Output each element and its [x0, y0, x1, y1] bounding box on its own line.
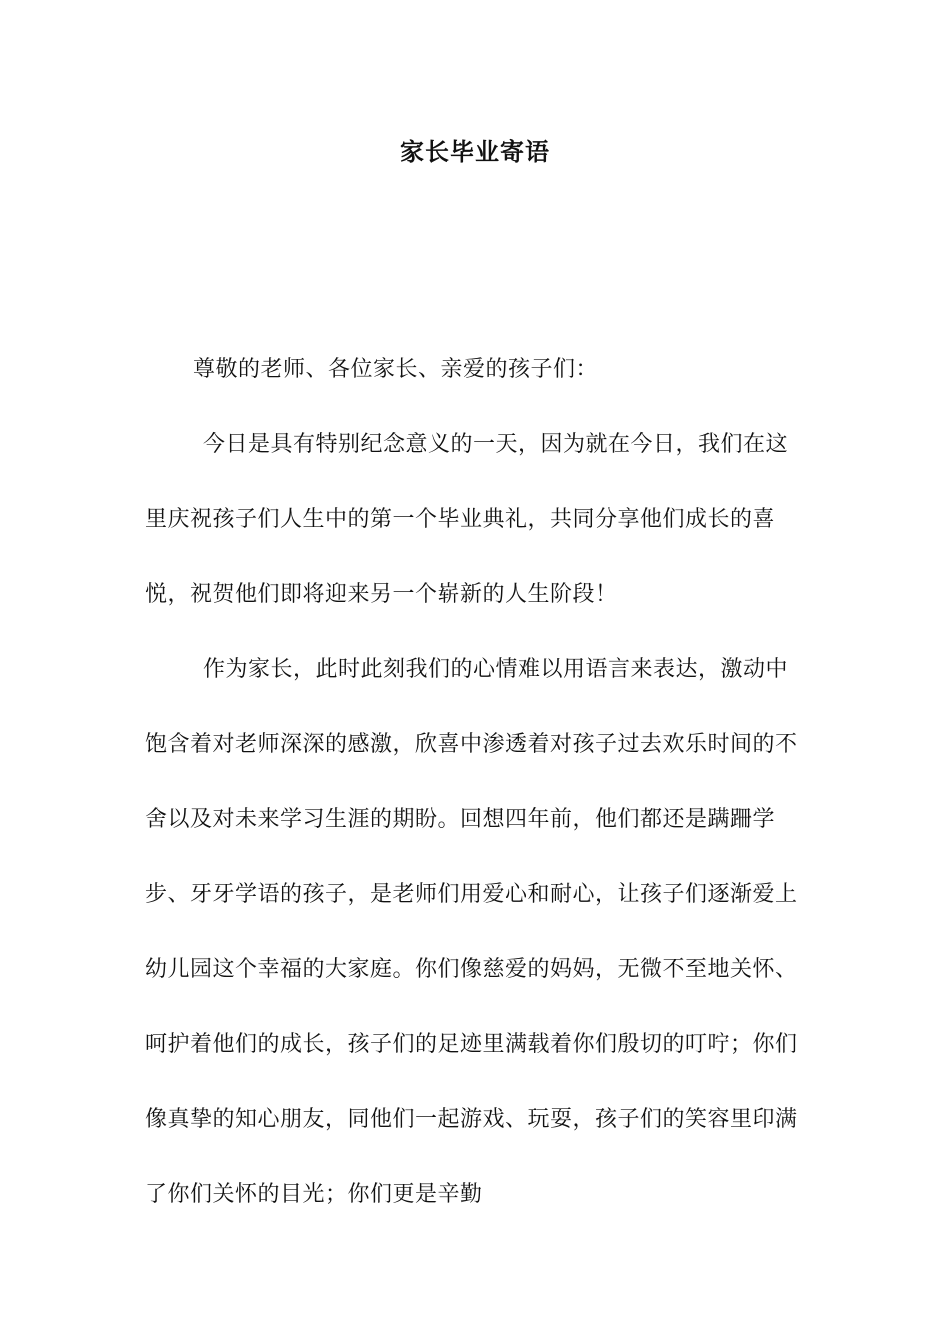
body-paragraph-1: 今日是具有特别纪念意义的一天，因为就在今日，我们在这里庆祝孩子们人生中的第一个毕业典礼，共同分享他们成长的喜悦，祝贺他们即将迎来另一个崭新的人生阶段！ — [145, 432, 789, 607]
document-title: 家长毕业寄语 — [400, 138, 550, 166]
body-paragraph-2: 作为家长，此时此刻我们的心情难以用语言来表达，激动中饱含着对老师深深的感激，欣喜中渗透着对孩子过去欢乐时间的不舍以及对未来学习生涯的期盼。回想四年前，他们都还是蹒跚学步、牙牙学语的孩子，是老师们用爱心和耐心，让孩子们逐渐爱上幼儿园这个幸福的大家庭。你们像慈爱的妈妈，无微不至地关怀、呵护着他们的成长，孩子们的足迹里满载着你们殷切的叮咛；你们像真挚的知心朋友，同他们一起游戏、玩耍，孩子们的笑容里印满了你们关怀的目光；你们更是辛勤 — [145, 657, 798, 1207]
greeting-paragraph: 尊敬的老师、各位家长、亲爱的孩子们： — [193, 357, 599, 382]
document-body — [145, 332, 810, 1232]
